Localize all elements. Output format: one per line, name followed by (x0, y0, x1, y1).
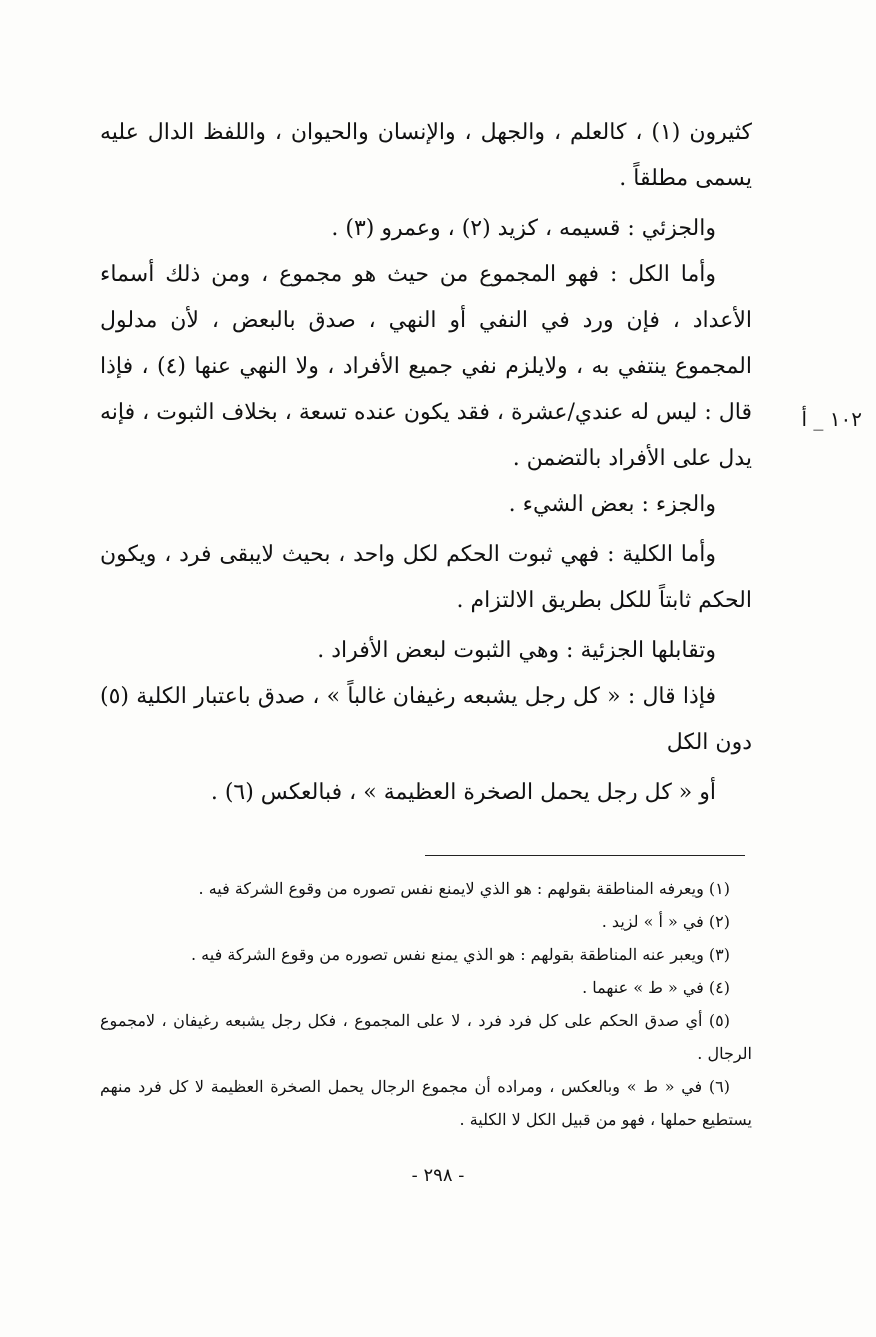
paragraph-5: وأما الكلية : فهي ثبوت الحكم لكل واحد ، بحيث لايبقى فرد ، ويكون الحكم ثابتاً للكل بطريق الالتزام . (100, 542, 752, 613)
footnote-separator (425, 855, 745, 856)
paragraph-4: والجزء : بعض الشيء . (508, 492, 716, 517)
paragraph-8: أو « كل رجل يحمل الصخرة العظيمة » ، فبالعكس (٦) . (210, 780, 716, 805)
footnotes-block (100, 872, 752, 1136)
paragraph-1: كثيرون (١) ، كالعلم ، والجهل ، والإنسان والحيوان ، واللفظ الدال عليه يسمى مطلقاً . (100, 120, 752, 191)
footnote-1: (١) ويعرفه المناطقة بقولهم : هو الذي لايمنع نفس تصوره من وقوع الشركة فيه . (198, 879, 730, 898)
page-number: - ٢٩٨ - (411, 1165, 465, 1186)
footnote-2: (٢) في « أ » لزيد . (601, 912, 730, 931)
paragraph-7: فإذا قال : « كل رجل يشبعه رغيفان غالباً » ، صدق باعتبار الكلية (٥) دون الكل (100, 684, 752, 755)
paragraph-2: والجزئي : قسيمه ، كزيد (٢) ، وعمرو (٣) . (331, 216, 716, 241)
footnote-3: (٣) ويعبر عنه المناطقة بقولهم : هو الذي يمنع نفس تصوره من وقوع الشركة فيه . (191, 945, 730, 964)
footnote-6: (٦) في « ط » وبالعكس ، ومراده أن مجموع الرجال يحمل الصخرة العظيمة لا كل فرد منهم يستطيع حملها ، فهو من قبيل الكل لا الكلية . (100, 1077, 752, 1129)
manuscript-folio-marker: ١٠٢ _ أ (801, 407, 862, 431)
footnote-5: (٥) أي صدق الحكم على كل فرد فرد ، لا على المجموع ، فكل رجل يشبعه رغيفان ، لامجموع الرجال . (100, 1011, 752, 1063)
main-text-block (100, 110, 752, 816)
paragraph-6: وتقابلها الجزئية : وهي الثبوت لبعض الأفراد . (317, 638, 716, 663)
footnote-4: (٤) في « ط » عنهما . (582, 978, 730, 997)
paragraph-3: وأما الكل : فهو المجموع من حيث هو مجموع ، ومن ذلك أسماء الأعداد ، فإن ورد في النفي أو النهي ، صدق بالبعض ، لأن مدلول المجموع ينتفي به ، ولايلزم نفي جميع الأفراد ، ولا النهي عنها (٤) ، فإذا قال : ليس له عندي/عشرة ، فقد يكون عنده تسعة ، بخلاف الثبوت ، فإنه يدل على الأفراد بالتضمن . (100, 262, 752, 471)
